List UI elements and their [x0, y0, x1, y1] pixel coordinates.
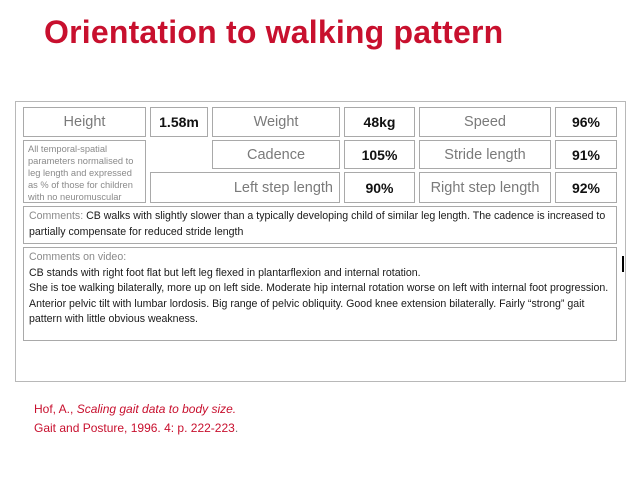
citation-title: Scaling gait data to body size. [76, 402, 237, 416]
comments-text: CB walks with slightly slower than a typically developing child of similar leg length. The cadence is increased to partially compensate for reduced stride length [29, 210, 606, 238]
slide-title: Orientation to walking pattern [44, 14, 504, 50]
citation-end: . [234, 421, 239, 435]
weight-value: 48kg [344, 107, 415, 137]
video-comment-line: She is toe walking bilaterally, more up on left side. Moderate hip internal rotation worse on left with internal foot progression. Anterior pelvic tilt with lumbar lordosis. Big range of pelvic obliquity. Good knee extension bilaterally. Fairly “strong” gait pattern with little obvious weakness. [29, 282, 609, 325]
height-value: 1.58m [150, 107, 208, 137]
right-step-length-label: Right step length [419, 172, 551, 203]
video-comment-line: CB stands with right foot flat but left leg flexed in plantarflexion and internal rotation. [29, 266, 421, 279]
citation-line-1 [34, 400, 238, 419]
right-step-length-value: 92% [555, 172, 617, 203]
citation-journal: Gait and Posture, 1996. 4: p. 222-223 [34, 421, 235, 435]
cursor-mark [622, 256, 624, 272]
speed-value: 96% [555, 107, 617, 137]
comments-box [23, 206, 617, 244]
cadence-label: Cadence [212, 140, 340, 169]
left-step-length-label: Left step length [150, 172, 340, 203]
citation-author: Hof, A., [34, 402, 77, 416]
height-label: Height [23, 107, 146, 137]
speed-label: Speed [419, 107, 551, 137]
left-step-length-value: 90% [344, 172, 415, 203]
citation [34, 400, 238, 438]
gait-parameters-table [23, 107, 616, 355]
normalisation-note: All temporal-spatial parameters normalised to leg length and expressed as % of those for children with no neuromuscular [23, 140, 146, 203]
weight-label: Weight [212, 107, 340, 137]
video-comments-label: Comments on video: [29, 251, 127, 263]
citation-line-2 [34, 419, 238, 438]
stride-length-label: Stride length [419, 140, 551, 169]
stride-length-value: 91% [555, 140, 617, 169]
video-comments-box [23, 247, 617, 341]
comments-label: Comments: [29, 210, 84, 222]
cadence-value: 105% [344, 140, 415, 169]
